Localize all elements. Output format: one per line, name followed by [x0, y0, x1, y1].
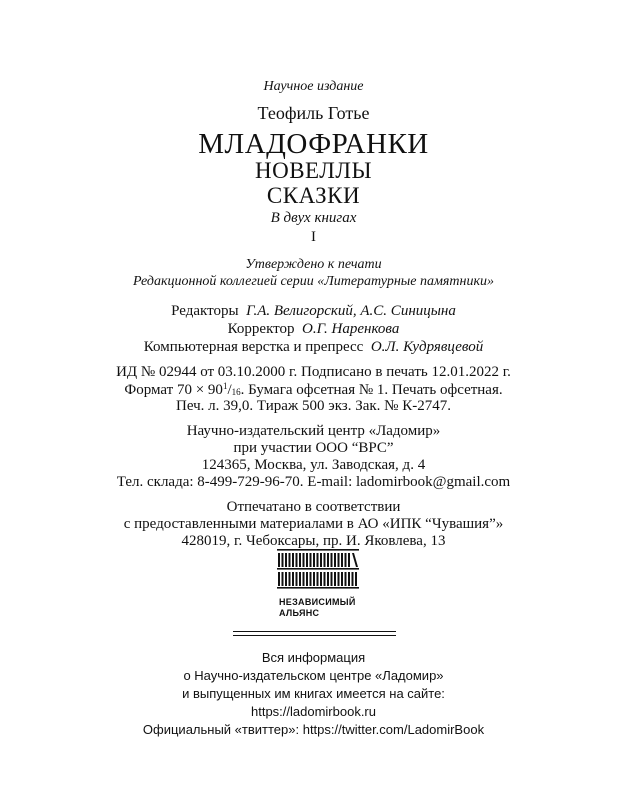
book-subtitle-novellas: НОВЕЛЛЫ — [254, 158, 373, 183]
format-slash: / — [227, 382, 232, 398]
publisher-partner: при участии ООО “ВРС” — [233, 440, 394, 456]
book-number: I — [311, 229, 316, 245]
layout-line — [0, 339, 627, 356]
book-subtitle-tales: СКАЗКИ — [266, 183, 361, 208]
print-info-format-line — [0, 381, 627, 399]
corrector-label: Корректор — [227, 321, 295, 337]
printer-address: 428019, г. Чебоксары, пр. И. Яковлева, 13 — [181, 533, 446, 549]
corrector-line — [0, 321, 627, 338]
editors-label: Редакторы — [171, 303, 239, 319]
divider-rule-top — [233, 631, 396, 632]
approval-line-1: Утверждено к печати — [245, 257, 382, 272]
format-suffix: . Бумага офсетная № 1. Печать офсетная. — [240, 382, 503, 398]
printer-line-2: с предоставленными материалами в АО «ИПК “Чувашия”» — [123, 516, 504, 532]
edition-type: Научное издание — [263, 79, 364, 94]
editors-names: Г.А. Велигорский, А.С. Синицына — [246, 303, 456, 319]
footer-website: https://ladomirbook.ru — [250, 704, 376, 719]
format-numerator: 1 — [222, 381, 228, 391]
format-denominator: 16 — [231, 387, 241, 397]
footer-line-3: и выпущенных им книгах имеется на сайте: — [182, 686, 445, 701]
print-info-line-1: ИД № 02944 от 03.10.2000 г. Подписано в печать 12.01.2022 г. — [116, 364, 511, 380]
printer-line-1: Отпечатано в соответствии — [226, 499, 401, 515]
corrector-name: О.Г. Наренкова — [302, 321, 400, 337]
logo-text-line-1: НЕЗАВИСИМЫЙ — [279, 597, 356, 607]
logo-text-line-2: АЛЬЯНС — [279, 608, 320, 618]
author-name: Теофиль Готье — [257, 103, 370, 123]
editors-line — [0, 303, 627, 320]
print-info-line-3: Печ. л. 39,0. Тираж 500 экз. Зак. № К-2747. — [176, 398, 451, 414]
footer-line-2: о Научно-издательском центре «Ладомир» — [183, 668, 444, 683]
layout-name: О.Л. Кудрявцевой — [370, 339, 484, 355]
divider-rule-bottom — [233, 635, 396, 636]
layout-label: Компьютерная верстка и препресс — [143, 339, 364, 355]
footer-twitter: Официальный «твиттер»: https://twitter.com/LadomirBook — [142, 722, 485, 737]
publisher-name: Научно-издательский центр «Ладомир» — [186, 423, 441, 439]
format-prefix: Формат 70 × 90 — [124, 382, 223, 398]
footer-line-1: Вся информация — [261, 650, 366, 665]
publisher-address: 124365, Москва, ул. Заводская, д. 4 — [201, 457, 426, 473]
publisher-contacts: Тел. склада: 8-499-729-96-70. E-mail: ladomirbook@gmail.com — [116, 474, 511, 490]
book-title: МЛАДОФРАНКИ — [198, 128, 429, 160]
approval-line-2: Редакционной коллегией серии «Литературные памятники» — [132, 274, 495, 289]
volumes-note: В двух книгах — [270, 210, 357, 226]
